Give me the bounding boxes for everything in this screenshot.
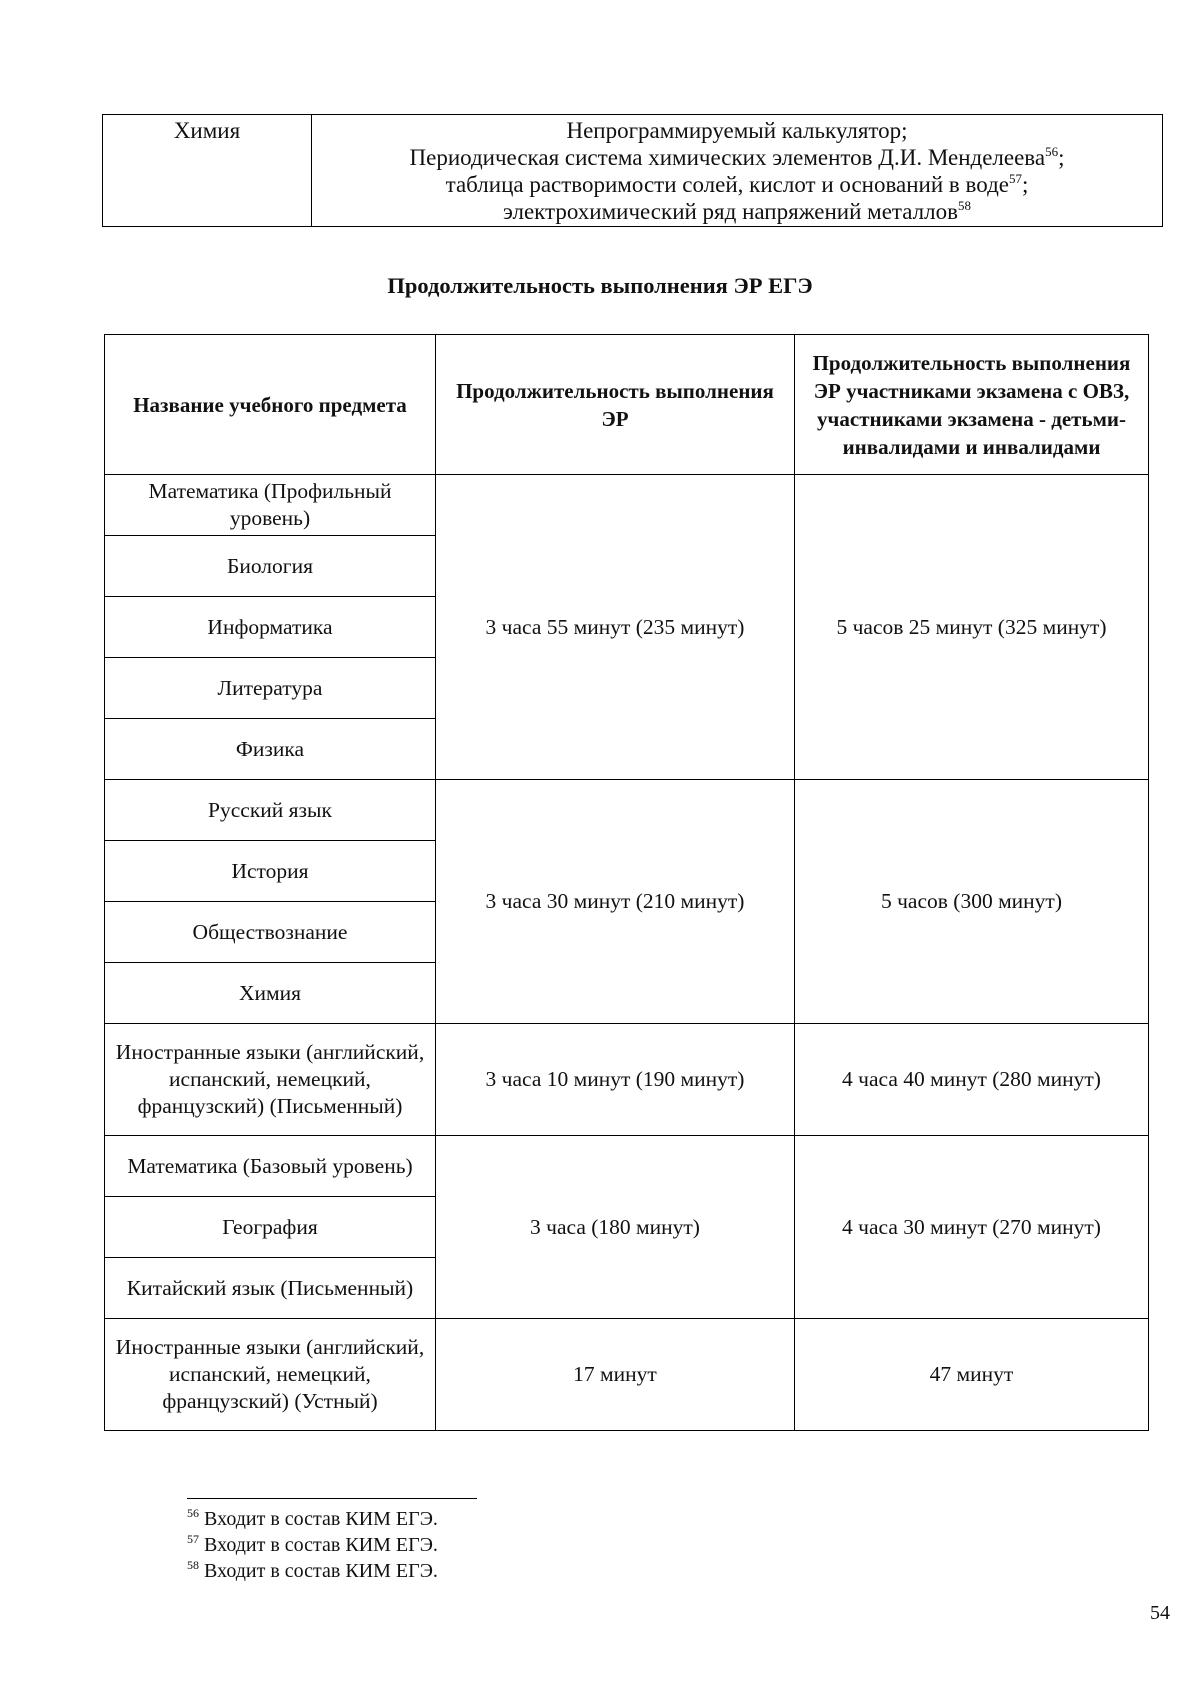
line-text: таблица растворимости солей, кислот и оснований в воде bbox=[445, 172, 1009, 197]
subject-cell: Русский язык bbox=[105, 780, 436, 841]
subject-cell: Литература bbox=[105, 658, 436, 719]
footnote bbox=[187, 1507, 438, 1531]
duration-cell: 3 часа 55 минут (235 минут) bbox=[436, 475, 795, 780]
footnote-divider bbox=[187, 1498, 477, 1499]
subject-cell: Китайский язык (Письменный) bbox=[105, 1258, 436, 1319]
table-row bbox=[103, 115, 1163, 227]
subject-cell: История bbox=[105, 841, 436, 902]
header-duration: Продолжительность выполнения ЭР bbox=[436, 335, 795, 475]
footnote-number: 56 bbox=[187, 1506, 199, 1520]
page-number: 54 bbox=[1150, 1602, 1170, 1624]
table-row bbox=[105, 475, 1149, 536]
subject-cell: Математика (Профильный уровень) bbox=[105, 475, 436, 536]
footnote bbox=[187, 1533, 438, 1557]
header-subject: Название учебного предмета bbox=[105, 335, 436, 475]
header-row bbox=[105, 335, 1149, 475]
duration-ovz-cell: 5 часов (300 минут) bbox=[795, 780, 1149, 1024]
footnote bbox=[187, 1559, 438, 1583]
subject-cell: Информатика bbox=[105, 597, 436, 658]
subject-cell: Химия bbox=[105, 963, 436, 1024]
footnote-text: Входит в состав КИМ ЕГЭ. bbox=[204, 1560, 438, 1582]
duration-ovz-cell: 47 минут bbox=[795, 1319, 1149, 1431]
line-text: Непрограммируемый калькулятор; bbox=[566, 118, 908, 143]
table-row bbox=[105, 1024, 1149, 1136]
duration-cell: 3 часа 30 минут (210 минут) bbox=[436, 780, 795, 1024]
footnote-text: Входит в состав КИМ ЕГЭ. bbox=[204, 1534, 438, 1556]
subject-cell: Математика (Базовый уровень) bbox=[105, 1136, 436, 1197]
footnote-number: 58 bbox=[187, 1558, 199, 1572]
subject-cell: Биология bbox=[105, 536, 436, 597]
footnote-number: 57 bbox=[187, 1532, 199, 1546]
subject-cell: Физика bbox=[105, 719, 436, 780]
materials-cell bbox=[312, 115, 1163, 227]
footnote-ref: 57 bbox=[1008, 171, 1022, 186]
materials-line bbox=[318, 198, 1156, 225]
footnote-ref: 56 bbox=[1045, 144, 1059, 159]
duration-ovz-cell: 4 часа 40 минут (280 минут) bbox=[795, 1024, 1149, 1136]
footnote-ref: 58 bbox=[957, 198, 971, 213]
duration-ovz-cell: 4 часа 30 минут (270 минут) bbox=[795, 1136, 1149, 1319]
header-duration-ovz: Продолжительность выполнения ЭР участниками экзамена с ОВЗ, участниками экзамена - детьми-инвалидами и инвалидами bbox=[795, 335, 1149, 475]
footnote-text: Входит в состав КИМ ЕГЭ. bbox=[204, 1508, 438, 1530]
materials-line bbox=[318, 144, 1156, 171]
allowed-materials-table bbox=[102, 114, 1163, 227]
duration-ovz-cell: 5 часов 25 минут (325 минут) bbox=[795, 475, 1149, 780]
line-text: Периодическая система химических элементов Д.И. Менделеева bbox=[409, 145, 1046, 170]
materials-line bbox=[318, 117, 1156, 144]
line-punct: ; bbox=[1021, 172, 1029, 197]
subject-cell: География bbox=[105, 1197, 436, 1258]
duration-cell: 3 часа 10 минут (190 минут) bbox=[436, 1024, 795, 1136]
line-punct: ; bbox=[1058, 145, 1065, 170]
materials-line bbox=[318, 171, 1156, 198]
table-row bbox=[105, 1136, 1149, 1197]
subject-cell: Иностранные языки (английский, испанский, немецкий, французский) (Устный) bbox=[105, 1319, 436, 1431]
table-row bbox=[105, 1319, 1149, 1431]
subject-cell: Обществознание bbox=[105, 902, 436, 963]
duration-cell: 3 часа (180 минут) bbox=[436, 1136, 795, 1319]
section-title: Продолжительность выполнения ЭР ЕГЭ bbox=[387, 273, 813, 298]
duration-table bbox=[104, 334, 1149, 1431]
line-text: электрохимический ряд напряжений металлов bbox=[503, 199, 958, 224]
subject-cell: Химия bbox=[103, 115, 312, 227]
table-row bbox=[105, 780, 1149, 841]
duration-cell: 17 минут bbox=[436, 1319, 795, 1431]
subject-cell: Иностранные языки (английский, испанский, немецкий, французский) (Письменный) bbox=[105, 1024, 436, 1136]
